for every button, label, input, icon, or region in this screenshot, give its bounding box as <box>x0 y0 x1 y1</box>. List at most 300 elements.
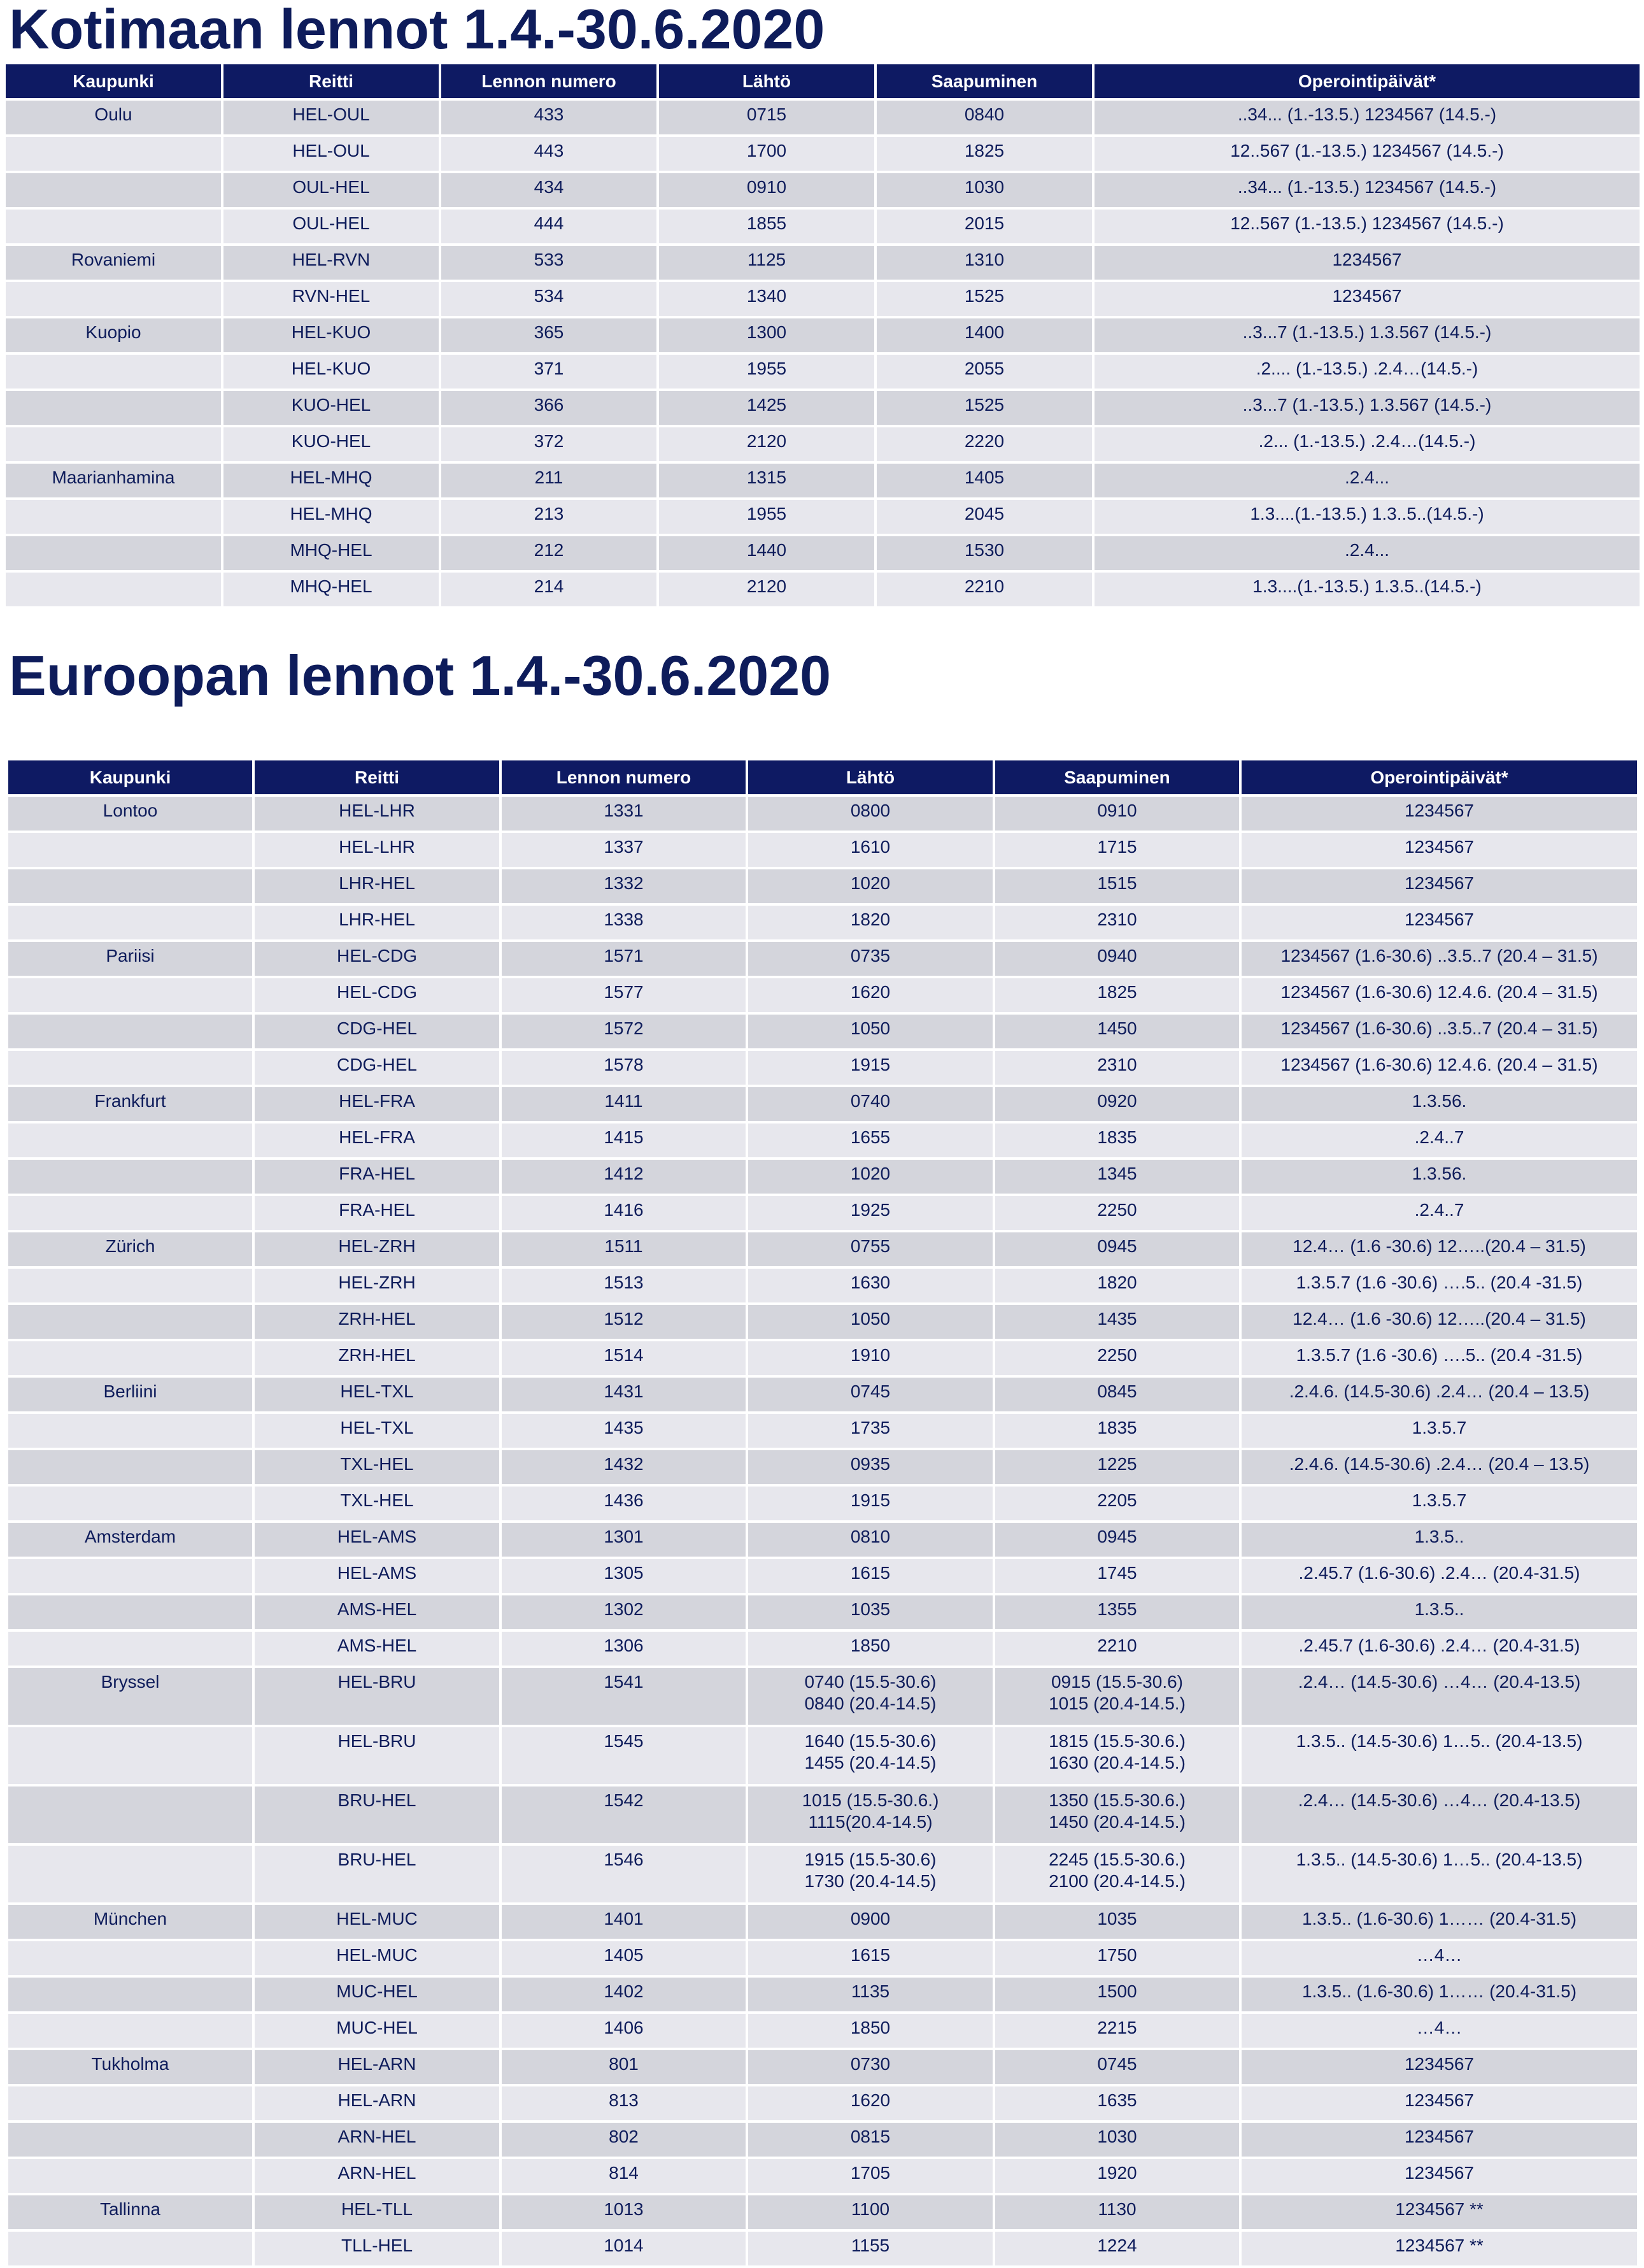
departure-cell: 0715 <box>659 101 874 134</box>
operating-days-cell: 1234567 <box>1242 2050 1637 2084</box>
operating-days-cell: 1234567 (1.6-30.6) ..3.5..7 (20.4 – 31.5) <box>1242 942 1637 976</box>
flight-number-cell: 1577 <box>502 978 746 1012</box>
table-row <box>6 464 1640 497</box>
city-cell <box>8 1595 252 1629</box>
flight-number-cell: 443 <box>441 137 656 171</box>
operating-days-cell: 1234567 <box>1242 2086 1637 2120</box>
flight-number-cell: 533 <box>441 246 656 280</box>
flight-number-cell: 444 <box>441 210 656 243</box>
arrival-cell: 1224 <box>995 2232 1239 2265</box>
arrival-cell: 1920 <box>995 2159 1239 2193</box>
table-row <box>6 137 1640 171</box>
city-cell <box>8 1487 252 1520</box>
departure-cell: 1855 <box>659 210 874 243</box>
city-cell <box>8 1450 252 1484</box>
route-cell: HEL-RVN <box>223 246 439 280</box>
city-cell: Oulu <box>6 101 221 134</box>
table-row <box>8 1087 1637 1121</box>
route-cell: HEL-ZRH <box>255 1269 499 1302</box>
operating-days-cell: 1234567 (1.6-30.6) 12.4.6. (20.4 – 31.5) <box>1242 978 1637 1012</box>
arrival-cell: 1825 <box>877 137 1092 171</box>
city-cell <box>8 978 252 1012</box>
route-cell: HEL-LHR <box>255 797 499 831</box>
departure-cell: 0935 <box>748 1450 993 1484</box>
column-header-operating-days: Operointipäivät* <box>1242 760 1637 794</box>
flight-number-cell: 813 <box>502 2086 746 2120</box>
route-cell: ARN-HEL <box>255 2159 499 2193</box>
route-cell: HEL-KUO <box>223 318 439 352</box>
route-cell: LHR-HEL <box>255 869 499 903</box>
city-cell <box>6 536 221 570</box>
departure-cell: 1610 <box>748 833 993 867</box>
table-row <box>6 573 1640 606</box>
operating-days-cell: 1.3....(1.-13.5.) 1.3..5..(14.5.-) <box>1095 500 1640 534</box>
operating-days-cell: .2.4.6. (14.5-30.6) .2.4… (20.4 – 13.5) <box>1242 1378 1637 1411</box>
departure-cell: 1705 <box>748 2159 993 2193</box>
departure-cell: 1925 <box>748 1196 993 1230</box>
operating-days-cell: ..34... (1.-13.5.) 1234567 (14.5.-) <box>1095 101 1640 134</box>
flight-number-cell: 1014 <box>502 2232 746 2265</box>
arrival-cell: 1030 <box>877 173 1092 207</box>
flight-number-cell: 1542 <box>502 1787 746 1843</box>
departure-cell: 1850 <box>748 2014 993 2048</box>
operating-days-cell: 1234567 <box>1242 869 1637 903</box>
arrival-cell: 1225 <box>995 1450 1239 1484</box>
operating-days-cell: .2.4… (14.5-30.6) …4… (20.4-13.5) <box>1242 1787 1637 1843</box>
city-cell: Tukholma <box>8 2050 252 2084</box>
departure-cell: 1015 (15.5-30.6.) 1115(20.4-14.5) <box>748 1787 993 1843</box>
departure-cell: 1425 <box>659 391 874 425</box>
departure-cell: 1020 <box>748 869 993 903</box>
flight-number-cell: 1545 <box>502 1727 746 1784</box>
table-row <box>8 1123 1637 1157</box>
table-header-row <box>6 64 1640 98</box>
city-cell <box>8 1051 252 1085</box>
departure-cell: 1910 <box>748 1341 993 1375</box>
route-cell: HEL-TXL <box>255 1414 499 1448</box>
table-row <box>8 1414 1637 1448</box>
flight-number-cell: 1411 <box>502 1087 746 1121</box>
route-cell: BRU-HEL <box>255 1846 499 1902</box>
city-cell: Kuopio <box>6 318 221 352</box>
flight-number-cell: 365 <box>441 318 656 352</box>
city-cell <box>6 573 221 606</box>
city-cell <box>8 2159 252 2193</box>
arrival-cell: 1405 <box>877 464 1092 497</box>
table-row <box>8 1305 1637 1339</box>
city-cell: Maarianhamina <box>6 464 221 497</box>
operating-days-cell: 1234567 <box>1095 246 1640 280</box>
table-row <box>6 173 1640 207</box>
arrival-cell: 0920 <box>995 1087 1239 1121</box>
operating-days-cell: 1.3.5.7 (1.6 -30.6) ….5.. (20.4 -31.5) <box>1242 1269 1637 1302</box>
flight-number-cell: 1402 <box>502 1978 746 2011</box>
table-row <box>8 2123 1637 2157</box>
departure-cell: 0815 <box>748 2123 993 2157</box>
departure-cell: 0735 <box>748 942 993 976</box>
flight-number-cell: 1332 <box>502 869 746 903</box>
departure-cell: 0745 <box>748 1378 993 1411</box>
arrival-cell: 1310 <box>877 246 1092 280</box>
arrival-cell: 1750 <box>995 1941 1239 1975</box>
route-cell: AMS-HEL <box>255 1632 499 1665</box>
operating-days-cell: 1.3.5.. <box>1242 1595 1637 1629</box>
departure-cell: 1050 <box>748 1305 993 1339</box>
route-cell: HEL-ARN <box>255 2086 499 2120</box>
arrival-cell: 1525 <box>877 282 1092 316</box>
route-cell: HEL-CDG <box>255 978 499 1012</box>
table-row <box>8 2159 1637 2193</box>
table-row <box>8 1727 1637 1784</box>
operating-days-cell: 1.3.5.7 <box>1242 1487 1637 1520</box>
arrival-cell: 2045 <box>877 500 1092 534</box>
departure-cell: 1100 <box>748 2195 993 2229</box>
table-row <box>6 500 1640 534</box>
arrival-cell: 1435 <box>995 1305 1239 1339</box>
arrival-cell: 1745 <box>995 1559 1239 1593</box>
table-row <box>8 906 1637 939</box>
table-row <box>8 797 1637 831</box>
flight-number-cell: 1305 <box>502 1559 746 1593</box>
departure-cell: 0800 <box>748 797 993 831</box>
table-row <box>8 1341 1637 1375</box>
flight-number-cell: 1513 <box>502 1269 746 1302</box>
arrival-cell: 2210 <box>995 1632 1239 1665</box>
arrival-cell: 2055 <box>877 355 1092 389</box>
operating-days-cell: 1234567 <box>1242 833 1637 867</box>
table-row <box>8 1160 1637 1194</box>
route-cell: LHR-HEL <box>255 906 499 939</box>
table-row <box>8 2086 1637 2120</box>
city-cell <box>8 2123 252 2157</box>
departure-cell: 0900 <box>748 1905 993 1939</box>
flight-number-cell: 1301 <box>502 1523 746 1557</box>
route-cell: HEL-MUC <box>255 1941 499 1975</box>
table-row <box>8 1523 1637 1557</box>
flight-number-cell: 1511 <box>502 1232 746 1266</box>
city-cell <box>6 210 221 243</box>
departure-cell: 2120 <box>659 427 874 461</box>
route-cell: BRU-HEL <box>255 1787 499 1843</box>
table-row <box>8 1051 1637 1085</box>
table-row <box>8 1450 1637 1484</box>
departure-cell: 1340 <box>659 282 874 316</box>
column-header-flight-number: Lennon numero <box>441 64 656 98</box>
operating-days-cell: .2.4.6. (14.5-30.6) .2.4… (20.4 – 13.5) <box>1242 1450 1637 1484</box>
city-cell: Frankfurt <box>8 1087 252 1121</box>
arrival-cell: 1030 <box>995 2123 1239 2157</box>
column-header-departure: Lähtö <box>748 760 993 794</box>
table-row <box>8 833 1637 867</box>
city-cell <box>8 2086 252 2120</box>
arrival-cell: 1715 <box>995 833 1239 867</box>
arrival-cell: 2310 <box>995 906 1239 939</box>
flight-number-cell: 1546 <box>502 1846 746 1902</box>
city-cell <box>6 355 221 389</box>
flight-number-cell: 1406 <box>502 2014 746 2048</box>
arrival-cell: 2015 <box>877 210 1092 243</box>
flight-number-cell: 1512 <box>502 1305 746 1339</box>
column-header-operating-days: Operointipäivät* <box>1095 64 1640 98</box>
column-header-flight-number: Lennon numero <box>502 760 746 794</box>
flight-number-cell: 1571 <box>502 942 746 976</box>
table-header-row <box>8 760 1637 794</box>
operating-days-cell: 12..567 (1.-13.5.) 1234567 (14.5.-) <box>1095 210 1640 243</box>
route-cell: HEL-FRA <box>255 1087 499 1121</box>
arrival-cell: 1345 <box>995 1160 1239 1194</box>
city-cell <box>8 1787 252 1843</box>
route-cell: RVN-HEL <box>223 282 439 316</box>
table-row <box>6 246 1640 280</box>
operating-days-cell: ..34... (1.-13.5.) 1234567 (14.5.-) <box>1095 173 1640 207</box>
departure-cell: 1035 <box>748 1595 993 1629</box>
operating-days-cell: ..3...7 (1.-13.5.) 1.3.567 (14.5.-) <box>1095 391 1640 425</box>
operating-days-cell: ..3...7 (1.-13.5.) 1.3.567 (14.5.-) <box>1095 318 1640 352</box>
flight-number-cell: 1306 <box>502 1632 746 1665</box>
column-header-city: Kaupunki <box>6 64 221 98</box>
flight-number-cell: 1514 <box>502 1341 746 1375</box>
operating-days-cell: .2.4..7 <box>1242 1123 1637 1157</box>
route-cell: ARN-HEL <box>255 2123 499 2157</box>
arrival-cell: 1525 <box>877 391 1092 425</box>
flight-number-cell: 1302 <box>502 1595 746 1629</box>
flight-number-cell: 801 <box>502 2050 746 2084</box>
departure-cell: 1620 <box>748 2086 993 2120</box>
table-row <box>8 1632 1637 1665</box>
table-row <box>8 1787 1637 1843</box>
route-cell: HEL-OUL <box>223 137 439 171</box>
operating-days-cell: .2... (1.-13.5.) .2.4…(14.5.-) <box>1095 427 1640 461</box>
table-row <box>8 1668 1637 1725</box>
arrival-cell: 2215 <box>995 2014 1239 2048</box>
city-cell <box>8 1305 252 1339</box>
city-cell <box>8 1978 252 2011</box>
route-cell: HEL-MHQ <box>223 464 439 497</box>
operating-days-cell: 1234567 <box>1242 906 1637 939</box>
operating-days-cell: 1.3.56. <box>1242 1160 1637 1194</box>
city-cell <box>6 173 221 207</box>
city-cell <box>8 2014 252 2048</box>
route-cell: HEL-TXL <box>255 1378 499 1411</box>
domestic-flights-table <box>3 62 1642 609</box>
table-row <box>6 210 1640 243</box>
page-title-domestic: Kotimaan lennot 1.4.-30.6.2020 <box>9 0 825 61</box>
arrival-cell: 1355 <box>995 1595 1239 1629</box>
arrival-cell: 1825 <box>995 978 1239 1012</box>
route-cell: MHQ-HEL <box>223 573 439 606</box>
flight-number-cell: 371 <box>441 355 656 389</box>
departure-cell: 1915 <box>748 1487 993 1520</box>
operating-days-cell: 12.4… (1.6 -30.6) 12…..(20.4 – 31.5) <box>1242 1232 1637 1266</box>
operating-days-cell: 12.4… (1.6 -30.6) 12…..(20.4 – 31.5) <box>1242 1305 1637 1339</box>
departure-cell: 1050 <box>748 1015 993 1048</box>
city-cell: München <box>8 1905 252 1939</box>
departure-cell: 1655 <box>748 1123 993 1157</box>
departure-cell: 0755 <box>748 1232 993 1266</box>
flight-number-cell: 211 <box>441 464 656 497</box>
operating-days-cell: 1.3....(1.-13.5.) 1.3.5..(14.5.-) <box>1095 573 1640 606</box>
flight-number-cell: 1401 <box>502 1905 746 1939</box>
table-row <box>8 869 1637 903</box>
column-header-arrival: Saapuminen <box>995 760 1239 794</box>
table-row <box>6 391 1640 425</box>
column-header-route: Reitti <box>223 64 439 98</box>
operating-days-cell: 1.3.5.. (1.6-30.6) 1…… (20.4-31.5) <box>1242 1978 1637 2011</box>
arrival-cell: 0945 <box>995 1523 1239 1557</box>
departure-cell: 1300 <box>659 318 874 352</box>
table-row <box>8 1595 1637 1629</box>
route-cell: FRA-HEL <box>255 1196 499 1230</box>
flight-number-cell: 434 <box>441 173 656 207</box>
arrival-cell: 0840 <box>877 101 1092 134</box>
operating-days-cell: 1.3.56. <box>1242 1087 1637 1121</box>
table-row <box>8 1487 1637 1520</box>
arrival-cell: 2210 <box>877 573 1092 606</box>
arrival-cell: 2205 <box>995 1487 1239 1520</box>
arrival-cell: 1130 <box>995 2195 1239 2229</box>
arrival-cell: 0910 <box>995 797 1239 831</box>
departure-cell: 1020 <box>748 1160 993 1194</box>
operating-days-cell: .2.4… (14.5-30.6) …4… (20.4-13.5) <box>1242 1668 1637 1725</box>
city-cell <box>8 1015 252 1048</box>
city-cell <box>8 1559 252 1593</box>
route-cell: HEL-BRU <box>255 1727 499 1784</box>
column-header-departure: Lähtö <box>659 64 874 98</box>
route-cell: HEL-OUL <box>223 101 439 134</box>
column-header-arrival: Saapuminen <box>877 64 1092 98</box>
departure-cell: 1630 <box>748 1269 993 1302</box>
route-cell: HEL-LHR <box>255 833 499 867</box>
arrival-cell: 2250 <box>995 1341 1239 1375</box>
route-cell: ZRH-HEL <box>255 1341 499 1375</box>
flight-number-cell: 534 <box>441 282 656 316</box>
operating-days-cell: 1234567 ** <box>1242 2195 1637 2229</box>
city-cell: Lontoo <box>8 797 252 831</box>
arrival-cell: 1635 <box>995 2086 1239 2120</box>
flight-number-cell: 1405 <box>502 1941 746 1975</box>
table-row <box>6 355 1640 389</box>
flight-number-cell: 1338 <box>502 906 746 939</box>
table-row <box>6 427 1640 461</box>
route-cell: HEL-ZRH <box>255 1232 499 1266</box>
table-row <box>8 1559 1637 1593</box>
departure-cell: 1315 <box>659 464 874 497</box>
arrival-cell: 1400 <box>877 318 1092 352</box>
route-cell: HEL-CDG <box>255 942 499 976</box>
city-cell <box>8 1846 252 1902</box>
table-row <box>8 2014 1637 2048</box>
operating-days-cell: .2.4..7 <box>1242 1196 1637 1230</box>
route-cell: TLL-HEL <box>255 2232 499 2265</box>
departure-cell: 1820 <box>748 906 993 939</box>
city-cell <box>6 500 221 534</box>
table-row <box>8 1941 1637 1975</box>
city-cell <box>8 1123 252 1157</box>
route-cell: KUO-HEL <box>223 427 439 461</box>
route-cell: MUC-HEL <box>255 2014 499 2048</box>
flight-number-cell: 1541 <box>502 1668 746 1725</box>
route-cell: OUL-HEL <box>223 210 439 243</box>
operating-days-cell: 1.3.5.7 (1.6 -30.6) ….5.. (20.4 -31.5) <box>1242 1341 1637 1375</box>
route-cell: ZRH-HEL <box>255 1305 499 1339</box>
arrival-cell: 2250 <box>995 1196 1239 1230</box>
operating-days-cell: 1.3.5.7 <box>1242 1414 1637 1448</box>
operating-days-cell: .2.4... <box>1095 464 1640 497</box>
arrival-cell: 2220 <box>877 427 1092 461</box>
departure-cell: 1620 <box>748 978 993 1012</box>
table-row <box>6 101 1640 134</box>
departure-cell: 1125 <box>659 246 874 280</box>
flight-number-cell: 1416 <box>502 1196 746 1230</box>
column-header-route: Reitti <box>255 760 499 794</box>
table-row <box>8 1015 1637 1048</box>
table-row <box>8 2050 1637 2084</box>
table-row <box>8 1232 1637 1266</box>
arrival-cell: 2310 <box>995 1051 1239 1085</box>
arrival-cell: 1530 <box>877 536 1092 570</box>
flight-number-cell: 212 <box>441 536 656 570</box>
city-cell <box>8 869 252 903</box>
arrival-cell: 0940 <box>995 942 1239 976</box>
flight-number-cell: 213 <box>441 500 656 534</box>
flight-number-cell: 1415 <box>502 1123 746 1157</box>
city-cell: Bryssel <box>8 1668 252 1725</box>
operating-days-cell: 1.3.5.. <box>1242 1523 1637 1557</box>
departure-cell: 0810 <box>748 1523 993 1557</box>
route-cell: HEL-KUO <box>223 355 439 389</box>
table-row <box>8 1905 1637 1939</box>
departure-cell: 1955 <box>659 355 874 389</box>
operating-days-cell: 1234567 <box>1095 282 1640 316</box>
operating-days-cell: 12..567 (1.-13.5.) 1234567 (14.5.-) <box>1095 137 1640 171</box>
flight-number-cell: 1431 <box>502 1378 746 1411</box>
city-cell: Tallinna <box>8 2195 252 2229</box>
city-cell <box>8 1196 252 1230</box>
departure-cell: 1700 <box>659 137 874 171</box>
operating-days-cell: 1.3.5.. (14.5-30.6) 1…5.. (20.4-13.5) <box>1242 1846 1637 1902</box>
table-row <box>8 2195 1637 2229</box>
flight-number-cell: 366 <box>441 391 656 425</box>
city-cell: Amsterdam <box>8 1523 252 1557</box>
route-cell: CDG-HEL <box>255 1051 499 1085</box>
city-cell <box>6 427 221 461</box>
flight-number-cell: 1572 <box>502 1015 746 1048</box>
arrival-cell: 1450 <box>995 1015 1239 1048</box>
flight-number-cell: 372 <box>441 427 656 461</box>
table-row <box>8 1378 1637 1411</box>
route-cell: TXL-HEL <box>255 1487 499 1520</box>
route-cell: KUO-HEL <box>223 391 439 425</box>
operating-days-cell: 1.3.5.. (1.6-30.6) 1…… (20.4-31.5) <box>1242 1905 1637 1939</box>
route-cell: TXL-HEL <box>255 1450 499 1484</box>
city-cell <box>8 906 252 939</box>
departure-cell: 1850 <box>748 1632 993 1665</box>
operating-days-cell: 1234567 <box>1242 797 1637 831</box>
route-cell: HEL-AMS <box>255 1559 499 1593</box>
operating-days-cell: .2.4... <box>1095 536 1640 570</box>
route-cell: HEL-AMS <box>255 1523 499 1557</box>
route-cell: MHQ-HEL <box>223 536 439 570</box>
city-cell <box>8 2232 252 2265</box>
flight-number-cell: 1412 <box>502 1160 746 1194</box>
arrival-cell: 2245 (15.5-30.6.) 2100 (20.4-14.5.) <box>995 1846 1239 1902</box>
route-cell: HEL-MUC <box>255 1905 499 1939</box>
flight-number-cell: 814 <box>502 2159 746 2193</box>
departure-cell: 1640 (15.5-30.6) 1455 (20.4-14.5) <box>748 1727 993 1784</box>
departure-cell: 0740 <box>748 1087 993 1121</box>
city-cell <box>6 282 221 316</box>
flight-number-cell: 1013 <box>502 2195 746 2229</box>
